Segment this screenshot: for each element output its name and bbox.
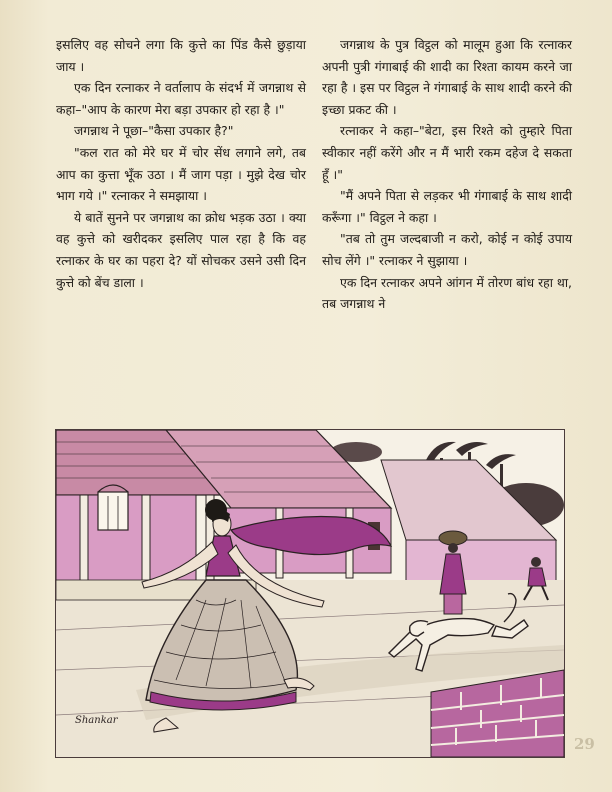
artist-signature: Shankar: [75, 715, 118, 726]
paragraph: रत्नाकर ने कहा–"बेटा, इस रिश्ते को तुम्हारे पिता स्वीकार नहीं करेंगे और न मैं भारी रकम दहेज दे सकता हूँ ।": [322, 123, 572, 182]
right-text-column: [322, 34, 572, 315]
paragraph: "कल रात को मेरे घर में चोर सेंध लगाने लगे, तब आप का कुत्ता भूँक उठा । मैं जाग पड़ा । मुझे देख चोर भाग गये ।" रत्नाकर ने समझाया ।: [56, 144, 306, 204]
paragraph: जगन्नाथ के पुत्र विट्ठल को मालूम हुआ कि रत्नाकर अपनी पुत्री गंगाबाई की शादी का रिश्ता कायम करने जा रहा है । इस पर विट्ठल ने गंगाबाई के साथ शादी करने की इच्छा प्रकट की ।: [322, 37, 572, 117]
window: [98, 492, 128, 530]
story-illustration: [55, 429, 565, 758]
paragraph: एक दिन रत्नाकर ने वर्तालाप के संदर्भ में जगन्नाथ से कहा–"आप के कारण मेरा बड़ा उपकार हो रहा है ।": [56, 80, 306, 117]
paragraph: जगन्नाथ ने पूछा–"कैसा उपकार है?": [74, 123, 234, 139]
page-number: 29: [574, 735, 595, 753]
illustration-drawing: [56, 430, 564, 757]
paragraph: "तब तो तुम जल्दबाजी न करो, कोई न कोई उपाय सोच लेंगे ।" रत्नाकर ने सुझाया ।: [322, 231, 572, 268]
paragraph: "मैं अपने पिता से लड़कर भी गंगाबाई के साथ शादी करूँगा ।" विट्ठल ने कहा ।: [322, 188, 572, 225]
paragraph: एक दिन रत्नाकर अपने आंगन में तोरण बांध रहा था, तब जगन्नाथ ने: [322, 274, 572, 312]
paragraph: ये बातें सुनने पर जगन्नाथ का क्रोध भड़क उठा । क्या वह कुत्ते को खरीदकर इसलिए पाल रहा है कि वह रत्नाकर के घर का पहरा दे? यों सोचकर उसने उसी दिन कुत्ते को बेंच डाला ।: [56, 209, 306, 290]
left-text-column: [56, 34, 306, 293]
paragraph: इसलिए वह सोचने लगा कि कुत्ते का पिंड कैसे छुड़ाया जाय ।: [56, 37, 306, 74]
